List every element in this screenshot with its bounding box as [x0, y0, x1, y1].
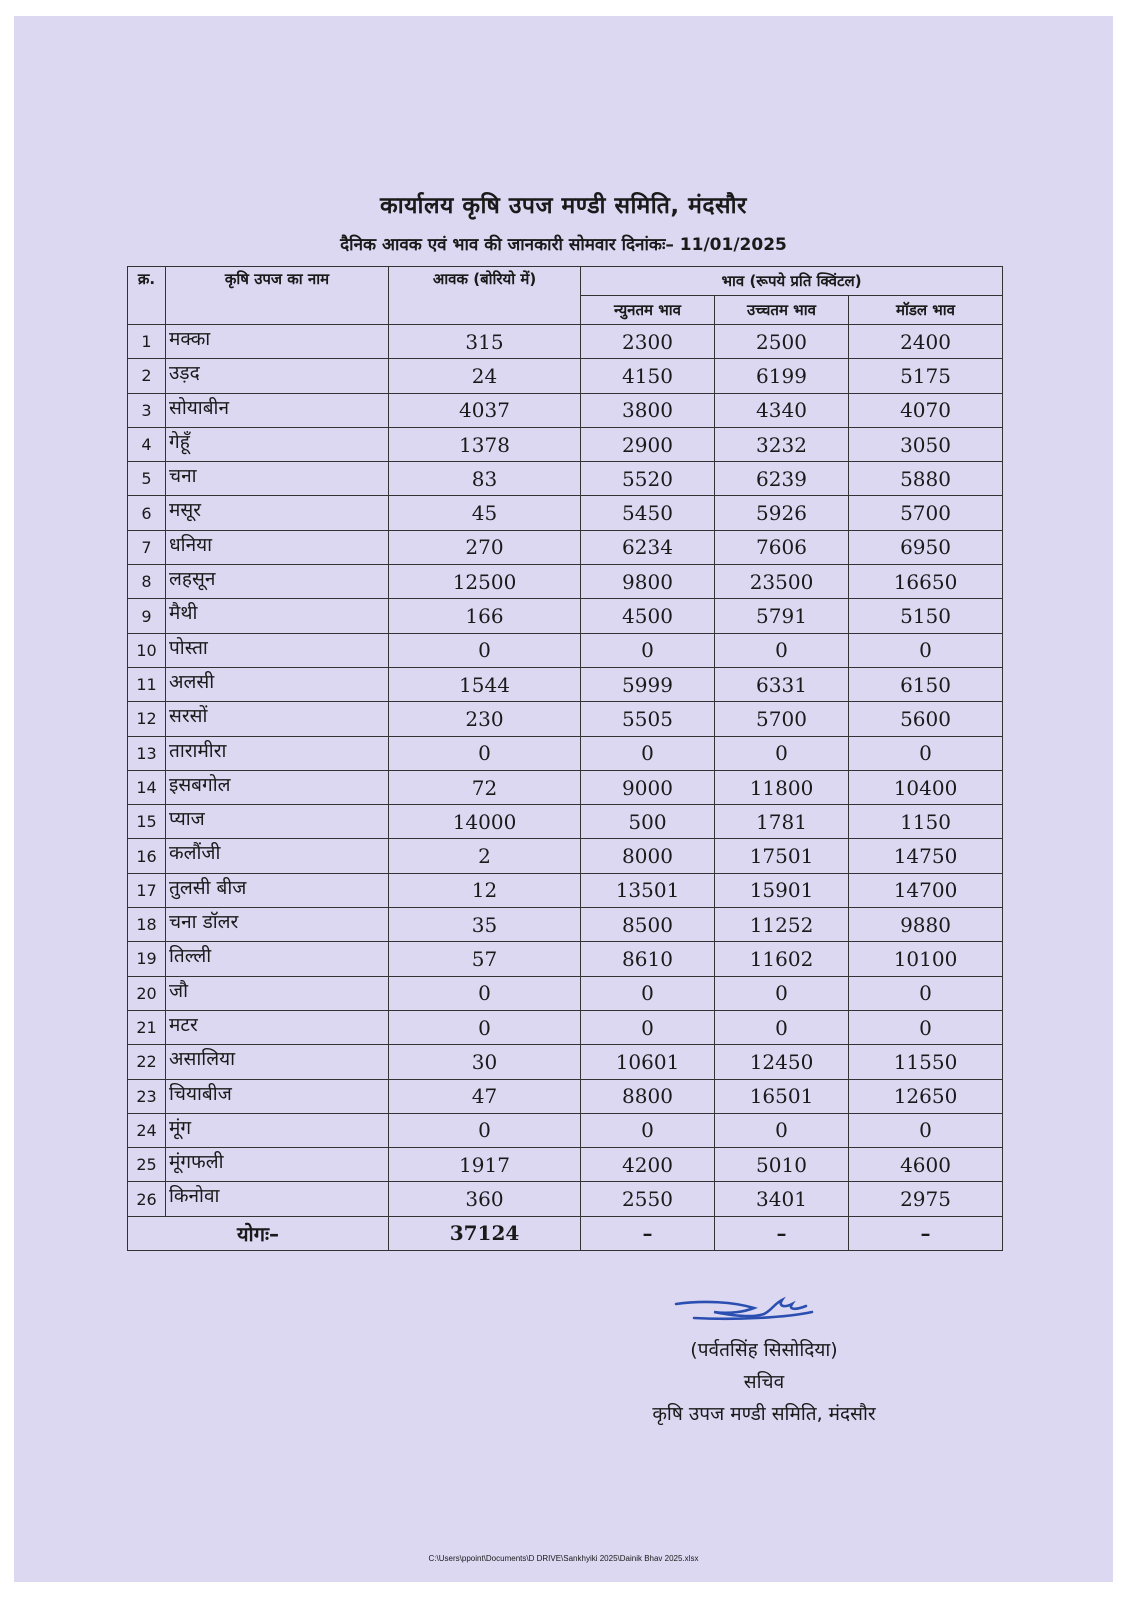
sno-cell: 15 [128, 805, 166, 839]
model-price-cell: 14750 [849, 839, 1003, 873]
sno-cell: 1 [128, 325, 166, 359]
sno-cell: 5 [128, 462, 166, 496]
model-price-cell: 0 [849, 976, 1003, 1010]
signatory-name: (पर्वतसिंह सिसोदिया) [690, 1339, 838, 1361]
crop-name-cell: धनिया [166, 530, 389, 564]
signatory-designation: सचिव [743, 1371, 785, 1393]
table-row [128, 1010, 1003, 1044]
header-arrival: आवक (बोरियो में) [389, 267, 581, 325]
sno-cell: 9 [128, 599, 166, 633]
total-label: योगः– [128, 1216, 389, 1250]
sno-cell: 11 [128, 667, 166, 701]
max-price-cell: 0 [715, 736, 849, 770]
model-price-cell: 16650 [849, 565, 1003, 599]
table-body [128, 325, 1003, 1251]
sno-cell: 23 [128, 1079, 166, 1113]
min-price-cell: 8800 [581, 1079, 715, 1113]
arrival-cell: 47 [389, 1079, 581, 1113]
arrival-cell: 166 [389, 599, 581, 633]
crop-name-cell: प्याज [166, 805, 389, 839]
max-price-cell: 1781 [715, 805, 849, 839]
crop-name-cell: इसबगोल [166, 770, 389, 804]
min-price-cell: 6234 [581, 530, 715, 564]
sno-cell: 6 [128, 496, 166, 530]
table-row [128, 633, 1003, 667]
model-price-cell: 12650 [849, 1079, 1003, 1113]
max-price-cell: 6239 [715, 462, 849, 496]
signature-mark [674, 1292, 814, 1332]
sno-cell: 10 [128, 633, 166, 667]
model-price-cell: 5880 [849, 462, 1003, 496]
min-price-cell: 0 [581, 1010, 715, 1044]
sno-cell: 26 [128, 1182, 166, 1216]
sno-cell: 8 [128, 565, 166, 599]
total-min-cell: – [581, 1216, 715, 1250]
sno-cell: 3 [128, 393, 166, 427]
min-price-cell: 5520 [581, 462, 715, 496]
min-price-cell: 10601 [581, 1045, 715, 1079]
crop-name-cell: गेहूँ [166, 427, 389, 461]
table-row [128, 393, 1003, 427]
table-row [128, 599, 1003, 633]
arrival-cell: 24 [389, 359, 581, 393]
max-price-cell: 4340 [715, 393, 849, 427]
price-table [127, 266, 1003, 1251]
model-price-cell: 5175 [849, 359, 1003, 393]
sno-cell: 12 [128, 702, 166, 736]
min-price-cell: 0 [581, 976, 715, 1010]
model-price-cell: 5150 [849, 599, 1003, 633]
min-price-cell: 8000 [581, 839, 715, 873]
total-arrival-cell: 37124 [389, 1216, 581, 1250]
crop-name-cell: उड़द [166, 359, 389, 393]
crop-name-cell: मक्का [166, 325, 389, 359]
header-model-price: मॉडल भाव [849, 296, 1003, 325]
min-price-cell: 2550 [581, 1182, 715, 1216]
min-price-cell: 5450 [581, 496, 715, 530]
sno-cell: 21 [128, 1010, 166, 1044]
arrival-cell: 35 [389, 908, 581, 942]
table-row [128, 839, 1003, 873]
model-price-cell: 3050 [849, 427, 1003, 461]
min-price-cell: 0 [581, 736, 715, 770]
sno-cell: 25 [128, 1148, 166, 1182]
header-max-price: उच्चतम भाव [715, 296, 849, 325]
table-row [128, 1079, 1003, 1113]
max-price-cell: 15901 [715, 873, 849, 907]
arrival-cell: 72 [389, 770, 581, 804]
crop-name-cell: मसूर [166, 496, 389, 530]
min-price-cell: 5999 [581, 667, 715, 701]
sno-cell: 20 [128, 976, 166, 1010]
crop-name-cell: लहसून [166, 565, 389, 599]
crop-name-cell: कलौंजी [166, 839, 389, 873]
arrival-cell: 12500 [389, 565, 581, 599]
model-price-cell: 2975 [849, 1182, 1003, 1216]
max-price-cell: 12450 [715, 1045, 849, 1079]
office-title: कार्यालय कृषि उपज मण्डी समिति, मंदसौर [380, 193, 747, 219]
sno-cell: 18 [128, 908, 166, 942]
max-price-cell: 6331 [715, 667, 849, 701]
model-price-cell: 4070 [849, 393, 1003, 427]
max-price-cell: 23500 [715, 565, 849, 599]
table-row [128, 1045, 1003, 1079]
arrival-cell: 1378 [389, 427, 581, 461]
table-row [128, 942, 1003, 976]
crop-name-cell: चियाबीज [166, 1079, 389, 1113]
crop-name-cell: मैथी [166, 599, 389, 633]
table-row [128, 496, 1003, 530]
table-row [128, 908, 1003, 942]
crop-name-cell: जौ [166, 976, 389, 1010]
model-price-cell: 14700 [849, 873, 1003, 907]
table-row [128, 1113, 1003, 1147]
table-row [128, 805, 1003, 839]
min-price-cell: 0 [581, 1113, 715, 1147]
table-row [128, 530, 1003, 564]
min-price-cell: 4150 [581, 359, 715, 393]
arrival-cell: 4037 [389, 393, 581, 427]
sno-cell: 19 [128, 942, 166, 976]
max-price-cell: 5926 [715, 496, 849, 530]
crop-name-cell: पोस्ता [166, 633, 389, 667]
sno-cell: 4 [128, 427, 166, 461]
arrival-cell: 360 [389, 1182, 581, 1216]
min-price-cell: 5505 [581, 702, 715, 736]
table-row [128, 565, 1003, 599]
arrival-cell: 2 [389, 839, 581, 873]
crop-name-cell: तुलसी बीज [166, 873, 389, 907]
arrival-cell: 270 [389, 530, 581, 564]
table-row [128, 976, 1003, 1010]
max-price-cell: 0 [715, 1010, 849, 1044]
min-price-cell: 8500 [581, 908, 715, 942]
max-price-cell: 6199 [715, 359, 849, 393]
max-price-cell: 3401 [715, 1182, 849, 1216]
min-price-cell: 4500 [581, 599, 715, 633]
table-row [128, 427, 1003, 461]
crop-name-cell: चना [166, 462, 389, 496]
sno-cell: 24 [128, 1113, 166, 1147]
table-row [128, 770, 1003, 804]
report-subtitle: दैनिक आवक एवं भाव की जानकारी सोमवार दिनांकः– 11/01/2025 [340, 235, 787, 255]
max-price-cell: 3232 [715, 427, 849, 461]
signatory-office: कृषि उपज मण्डी समिति, मंदसौर [652, 1403, 876, 1425]
sno-cell: 16 [128, 839, 166, 873]
crop-name-cell: किनोवा [166, 1182, 389, 1216]
max-price-cell: 2500 [715, 325, 849, 359]
max-price-cell: 5010 [715, 1148, 849, 1182]
crop-name-cell: सोयाबीन [166, 393, 389, 427]
max-price-cell: 16501 [715, 1079, 849, 1113]
table-row [128, 325, 1003, 359]
model-price-cell: 6150 [849, 667, 1003, 701]
model-price-cell: 6950 [849, 530, 1003, 564]
header-crop-name: कृषि उपज का नाम [166, 267, 389, 325]
model-price-cell: 11550 [849, 1045, 1003, 1079]
arrival-cell: 0 [389, 976, 581, 1010]
arrival-cell: 1917 [389, 1148, 581, 1182]
min-price-cell: 13501 [581, 873, 715, 907]
crop-name-cell: सरसों [166, 702, 389, 736]
crop-name-cell: मटर [166, 1010, 389, 1044]
table-row [128, 667, 1003, 701]
header-price-group: भाव (रूपये प्रति क्विंटल) [581, 267, 1003, 296]
max-price-cell: 0 [715, 1113, 849, 1147]
crop-name-cell: तारामीरा [166, 736, 389, 770]
min-price-cell: 500 [581, 805, 715, 839]
file-path-footer: C:\Users\ppoint\Documents\D DRIVE\Sankhyiki 2025\Dainik Bhav 2025.xlsx [428, 1554, 699, 1563]
arrival-cell: 12 [389, 873, 581, 907]
min-price-cell: 2900 [581, 427, 715, 461]
arrival-cell: 0 [389, 633, 581, 667]
model-price-cell: 0 [849, 1010, 1003, 1044]
max-price-cell: 7606 [715, 530, 849, 564]
arrival-cell: 83 [389, 462, 581, 496]
max-price-cell: 0 [715, 633, 849, 667]
total-model-cell: – [849, 1216, 1003, 1250]
max-price-cell: 11252 [715, 908, 849, 942]
table-row [128, 736, 1003, 770]
arrival-cell: 30 [389, 1045, 581, 1079]
arrival-cell: 315 [389, 325, 581, 359]
model-price-cell: 5700 [849, 496, 1003, 530]
min-price-cell: 3800 [581, 393, 715, 427]
crop-name-cell: अलसी [166, 667, 389, 701]
table-row [128, 873, 1003, 907]
crop-name-cell: मूंगफली [166, 1148, 389, 1182]
max-price-cell: 5791 [715, 599, 849, 633]
sno-cell: 7 [128, 530, 166, 564]
max-price-cell: 17501 [715, 839, 849, 873]
arrival-cell: 57 [389, 942, 581, 976]
sno-cell: 17 [128, 873, 166, 907]
sno-cell: 22 [128, 1045, 166, 1079]
model-price-cell: 0 [849, 1113, 1003, 1147]
arrival-cell: 45 [389, 496, 581, 530]
crop-name-cell: चना डॉलर [166, 908, 389, 942]
total-row [128, 1216, 1003, 1250]
total-max-cell: – [715, 1216, 849, 1250]
model-price-cell: 9880 [849, 908, 1003, 942]
model-price-cell: 0 [849, 633, 1003, 667]
header-sno: क्र. [128, 267, 166, 325]
max-price-cell: 0 [715, 976, 849, 1010]
model-price-cell: 10400 [849, 770, 1003, 804]
sno-cell: 13 [128, 736, 166, 770]
sno-cell: 14 [128, 770, 166, 804]
model-price-cell: 4600 [849, 1148, 1003, 1182]
sno-cell: 2 [128, 359, 166, 393]
min-price-cell: 4200 [581, 1148, 715, 1182]
crop-name-cell: मूंग [166, 1113, 389, 1147]
min-price-cell: 2300 [581, 325, 715, 359]
crop-name-cell: तिल्ली [166, 942, 389, 976]
model-price-cell: 1150 [849, 805, 1003, 839]
arrival-cell: 0 [389, 1113, 581, 1147]
model-price-cell: 0 [849, 736, 1003, 770]
model-price-cell: 10100 [849, 942, 1003, 976]
min-price-cell: 9800 [581, 565, 715, 599]
arrival-cell: 230 [389, 702, 581, 736]
max-price-cell: 11800 [715, 770, 849, 804]
min-price-cell: 0 [581, 633, 715, 667]
table-row [128, 462, 1003, 496]
header-min-price: न्युनतम भाव [581, 296, 715, 325]
min-price-cell: 8610 [581, 942, 715, 976]
table-row [128, 702, 1003, 736]
table-row [128, 1148, 1003, 1182]
max-price-cell: 5700 [715, 702, 849, 736]
table-row [128, 1182, 1003, 1216]
arrival-cell: 1544 [389, 667, 581, 701]
max-price-cell: 11602 [715, 942, 849, 976]
model-price-cell: 5600 [849, 702, 1003, 736]
arrival-cell: 14000 [389, 805, 581, 839]
document-page [14, 16, 1113, 1582]
crop-name-cell: असालिया [166, 1045, 389, 1079]
arrival-cell: 0 [389, 736, 581, 770]
table-row [128, 359, 1003, 393]
model-price-cell: 2400 [849, 325, 1003, 359]
arrival-cell: 0 [389, 1010, 581, 1044]
min-price-cell: 9000 [581, 770, 715, 804]
